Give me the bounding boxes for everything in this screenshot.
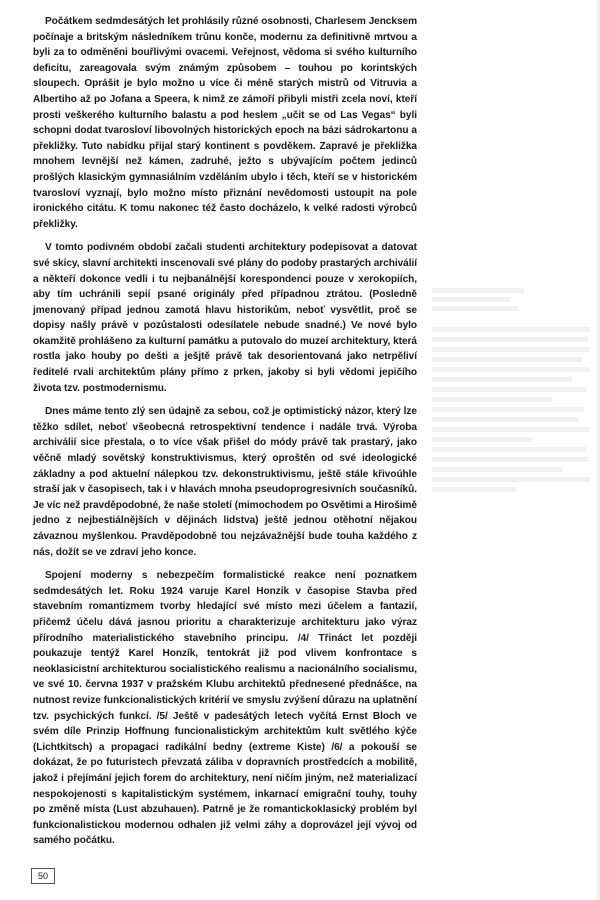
bleed-through-heading: [432, 288, 592, 311]
main-text-column: [33, 14, 417, 856]
bleed-through-body: [432, 327, 592, 492]
bleed-through-column: [432, 288, 592, 497]
page-edge-shadow: [594, 0, 600, 900]
paragraph-4: Spojení moderny s nebezpečím formalistické reakce není poznatkem sedmdesátých let. Roku 1924 varuje Karel Honzík v časopise Stavba před stavebním romantizmem tvorby hledající své místo mezi účelem a fantazií, přičemž účelu dává jasnou prioritu a charakterizuje architekturu jako výraz přírodního materialistického stavebního principu. /4/ Třináct let později poukazuje tentýž Karel Honzík, tentokrát již pod vlivem konfrontace s neoklasicistní architekturou socialistického realismu a nacionálního socialismu, ve své 10. června 1937 v pražském Klubu architektů přednesené přednášce, na nutnost revize funkcionalistických kritérií ve smyslu zvýšení důrazu na uplatnění tzv. psychických funkcí. /5/ Ještě v padesátých letech vyčítá Ernst Bloch ve svém díle Prinzip Hoffnung funcionalistickým architektům kult světlého kýče (Lichtkitsch) a propagaci radikální bedny (extreme Kiste) /6/ a pokouší se dokázat, že po futuristech převzatá záliba v dopravních prostředcích a mobilitě, jakož i přejímání jejich forem do architektury, není ničím jiným, než materializací nespokojenosti s kapitalistickým systémem, inkarnací emigrační touhy, touhy po změně místa (Lust abzuhauen). Patrně je že romantickoklasický problém byl funkcionalistickou modernou odhalen již velmi záhy a doprovázel její vývoj od samého počátku.: [33, 570, 417, 847]
page-number: 50: [31, 868, 55, 884]
paragraph-2: V tomto podivném období začali studenti architektury podepisovat a datovat své skicy, slavní architekti inscenovali své plány do podoby prastarých archiválií a někteří dokonce vedli i tu nejbanálnější korespondenci pouze v xerokopiích, aby tím uchránili sepií psané originály před případnou ztrátou. (Posledně jmenovaný případ jednou zamotá hlavu historikům, neboť vysvětlit, proč se dopisy našly právě v pozůstalosti odesílatele nebude snadné.) Ve nové bylo okamžitě prohlášeno za kulturní památku a putovalo do muzeí architektury, která rostla jako houby po dešti a ješjtě právě tak desorientovaná jako netrpěliví ředitelé rvali architektům plány přímo z prken, jakoby si byli vědomi jepičího života tzv. postmodernismu.: [33, 242, 417, 394]
paragraph-3: Dnes máme tento zlý sen údajně za sebou, což je optimistický názor, který lze těžko sdílet, neboť všeobecná retrospektivní tendence i nadále trvá. Výroba archiválií sice přestala, o to více však přišel do módy právě tak prastarý, jako věčně mladý sovětský konstruktivismus, který oproštěn od své ideologické základny a pod aktuelní nálepkou tzv. dekonstruktivismu, ještě stále křivoúhle straší jak v časopisech, tak i v hlavách mnoha pseudoprogresivních současníků. Je víc než pravděpodobné, že naše století (mimochodem po Osvětimi a Hirošimě jedno z nejbestiálnějších v dějinách lidstva) ještě jednou otěhotní nějakou závaznou myšlenkou. Pravděpodobně tou nejzávažnější bude touha každého z nás, dožít se ve zdraví jeho konce.: [33, 406, 417, 558]
paragraph-1: Počátkem sedmdesátých let prohlásily různé osobnosti, Charlesem Jencksem počínaje a britským následníkem trůnu konče, modernu za definitivně mrtvou a byli za to odměněni bouřlivými ovacemi. Veřejnost, vědoma si svého kulturního deficitu, zareagovala svým známým způsobem – touhou po korintských sloupech. Oprášit je bylo možno u více či méně starých mistrů od Vitruvia a Albertiho až po Jofana a Speera, k nimž ze zámoří přibyli mistři zcela noví, kteří prosti veškerého kulturního balastu a pod heslem „učit se od Las Vegas“ byli schopni dodat tvarosloví libovolných historických epoch na bázi sádrokartonu a překližky. Tuto nabídku přijal starý kontinent s povděkem. Zapravé je překližka mnohem levnější než kámen, zadruhé, ježto s ubývajícím počtem jedinců prošlých klasickým gymnasiálním vzděláním ubylo i těch, kteří se v historickém tvarosloví vyznají, bylo možno místo přiznání nevědomosti ustoupit na pole ironického citátu. K tomu nakonec též často docházelo, k velké radosti výrobců překližky.: [33, 16, 417, 230]
